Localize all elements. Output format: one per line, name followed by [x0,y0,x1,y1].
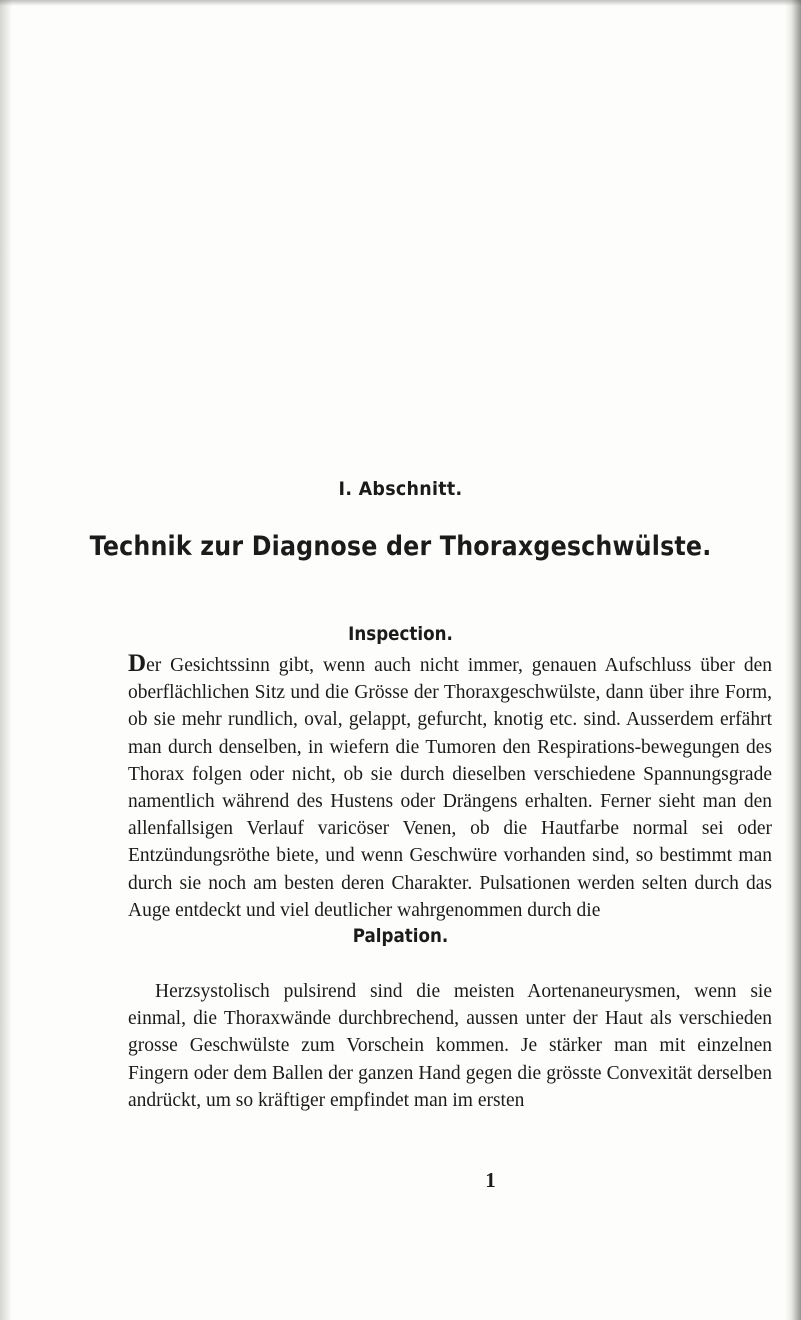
drop-cap: D [128,650,147,677]
scan-edge-right [785,0,801,1320]
scan-edge-top [0,0,801,6]
heading-inspection: Inspection. [348,623,453,645]
heading-palpation: Palpation. [352,925,449,947]
page-title: Technik zur Diagnose der Thoraxgeschwülste. [89,531,712,562]
paragraph-inspection [128,652,772,924]
scan-edge-left [0,0,12,1320]
paragraph-inspection-text: er Gesichtssinn gibt, wenn auch nicht immer, genauen Aufschluss über den oberflächlichen Sitz und die Grösse der Thoraxgeschwülste, dann über ihre Form, ob sie mehr rundlich, oval, gelappt, gefurcht, knotig etc. sind. Ausserdem erfährt man durch denselben, in wiefern die Tumoren den Respirations-bewegungen des Thorax folgen oder nicht, ob sie durch dieselben verschiedene Spannungsgrade namentlich während des Hustens oder Drängens erhalten. Ferner sieht man den allenfallsigen Verlauf varicöser Venen, ob die Hautfarbe normal sei oder Entzündungsröthe biete, und wenn Geschwüre vorhanden sind, so bestimmt man durch sie noch am besten deren Charakter. Pulsationen werden selten durch das Auge entdeckt und viel deutlicher wahrgenommen durch die [128,655,772,921]
section-label: I. Abschnitt. [338,478,463,500]
page-number: 1 [485,1168,496,1192]
paragraph-palpation: Herzsystolisch pulsirend sind die meisten Aortenaneurysmen, wenn sie einmal, die Thoraxwände durchbrechend, aussen unter der Haut als verschieden grosse Geschwülste zum Vorschein kommen. Je stärker man mit einzelnen Fingern oder dem Ballen der ganzen Hand gegen die grösste Convexität derselben andrückt, um so kräftiger empfindet man im ersten [128,981,772,1111]
